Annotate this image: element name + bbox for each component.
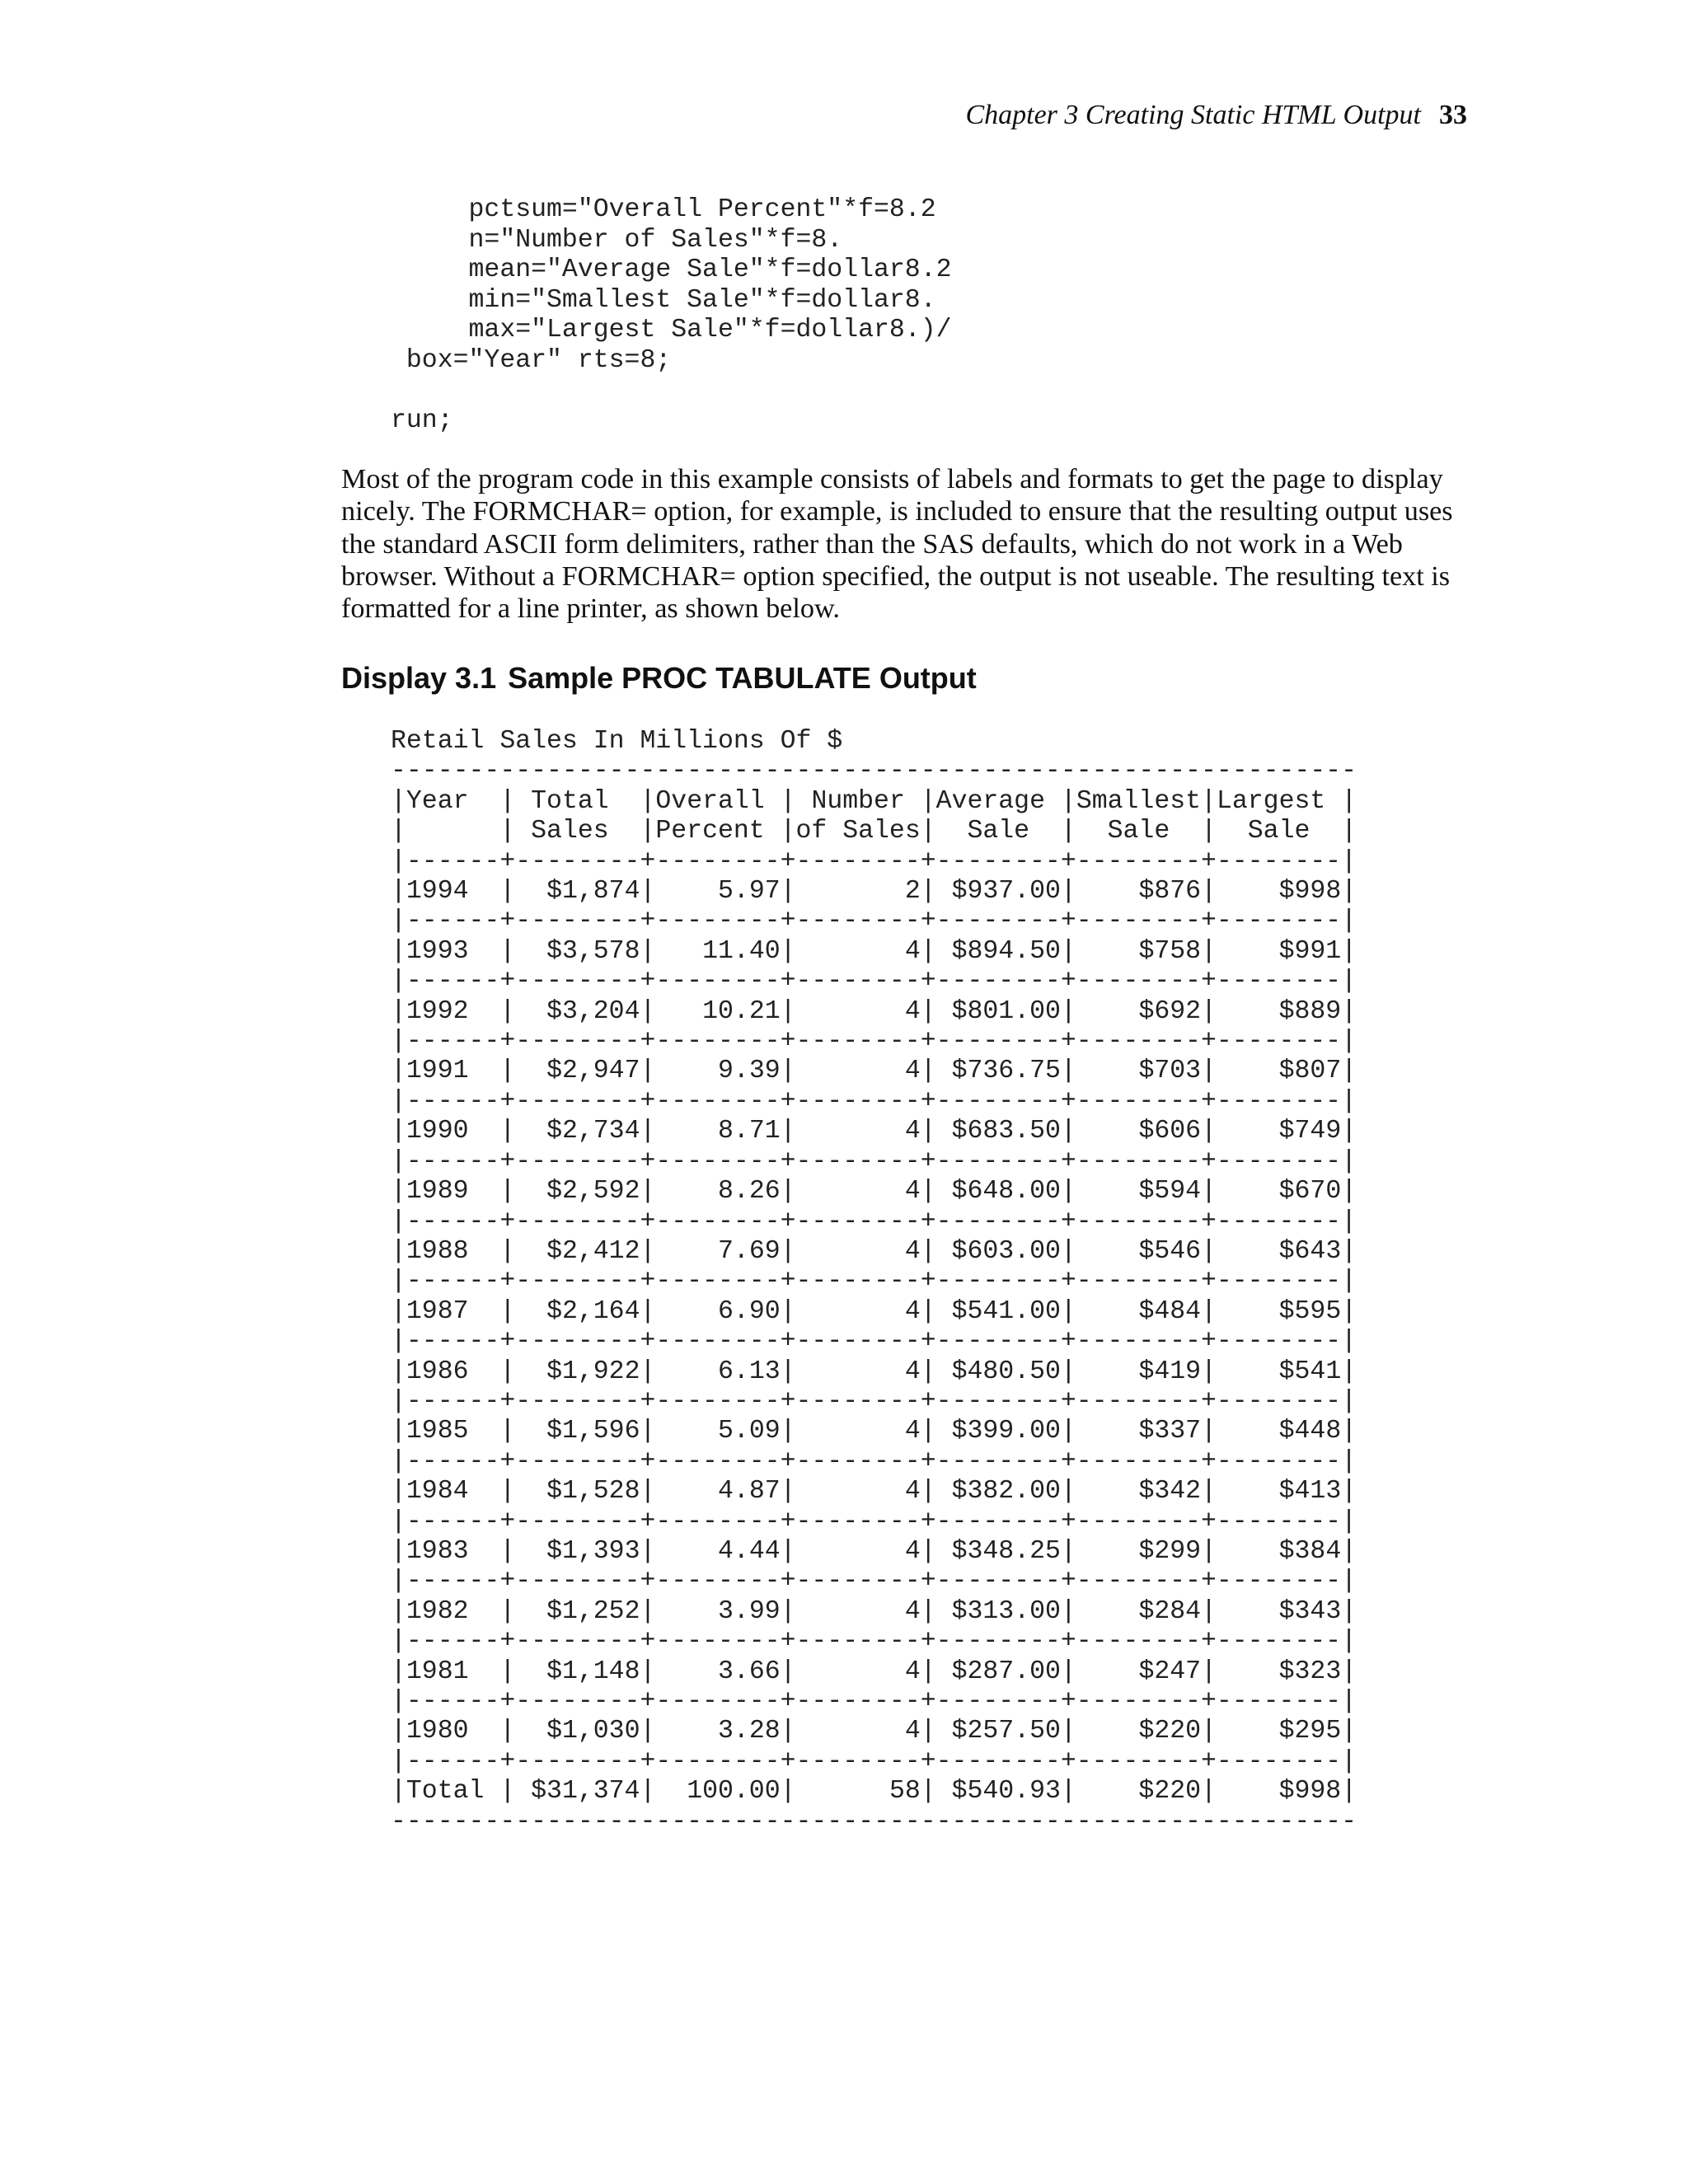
table-cell: 4 bbox=[904, 1417, 921, 1446]
table-cell: 7.69 bbox=[718, 1236, 781, 1266]
column-header: Sale bbox=[1247, 817, 1311, 846]
table-cell: 8.71 bbox=[718, 1117, 781, 1146]
table-cell: $541 bbox=[1278, 1357, 1342, 1386]
column-header: Year bbox=[406, 786, 469, 816]
table-cell: $2,164 bbox=[546, 1296, 640, 1326]
table-cell: $1,528 bbox=[546, 1477, 640, 1507]
row-year: 1993 bbox=[406, 936, 469, 966]
column-header: Average bbox=[935, 786, 1045, 816]
table-cell: $648.00 bbox=[951, 1177, 1061, 1207]
table-cell: $603.00 bbox=[951, 1236, 1061, 1266]
column-header: Overall bbox=[655, 786, 765, 816]
column-header: Sales bbox=[531, 817, 609, 846]
table-cell: 2 bbox=[904, 877, 921, 907]
table-cell: 4 bbox=[904, 1296, 921, 1326]
table-cell: $736.75 bbox=[951, 1057, 1061, 1086]
table-cell: $295 bbox=[1278, 1717, 1342, 1746]
table-cell: $220 bbox=[1138, 1777, 1202, 1807]
table-bottom-rule: -------------------------------------------------------------- bbox=[391, 1807, 1357, 1836]
table-cell: $2,947 bbox=[546, 1057, 640, 1086]
row-year: 1986 bbox=[406, 1357, 469, 1386]
table-cell: 3.28 bbox=[718, 1717, 781, 1746]
table-cell: $343 bbox=[1278, 1596, 1342, 1626]
table-cell: 4 bbox=[904, 1717, 921, 1746]
table-cell: 11.40 bbox=[702, 936, 781, 966]
table-cell: $594 bbox=[1138, 1177, 1202, 1207]
table-cell: $257.50 bbox=[951, 1717, 1061, 1746]
table-cell: $998 bbox=[1278, 1777, 1342, 1807]
body-paragraph: Most of the program code in this example consists of labels and formats to get the page to display nicely. The FORMCHAR= option, for example, is included to ensure that the resulting output uses the standard ASCII form delimiters, rather than the SAS defaults, which do not work in a Web browser. Without a FORMCHAR= option specified, the output is not useable. The resulting text is formatted for a line printer, as shown below. bbox=[341, 464, 1453, 625]
table-cell: 10.21 bbox=[702, 996, 781, 1026]
table-cell: 4 bbox=[904, 1236, 921, 1266]
table-cell: $703 bbox=[1138, 1057, 1202, 1086]
table-cell: 3.66 bbox=[718, 1657, 781, 1686]
table-cell: 100.00 bbox=[687, 1777, 781, 1807]
table-cell: $894.50 bbox=[951, 936, 1061, 966]
table-cell: 4 bbox=[904, 1057, 921, 1086]
table-cell: $1,030 bbox=[546, 1717, 640, 1746]
row-year: 1981 bbox=[406, 1657, 469, 1686]
table-cell: $2,412 bbox=[546, 1236, 640, 1266]
column-header: Sale bbox=[1107, 817, 1170, 846]
table-cell: 4 bbox=[904, 996, 921, 1026]
table-cell: $889 bbox=[1278, 996, 1342, 1026]
column-header: Total bbox=[531, 786, 609, 816]
table-cell: $348.25 bbox=[951, 1536, 1061, 1566]
table-cell: $643 bbox=[1278, 1236, 1342, 1266]
table-cell: $541.00 bbox=[951, 1296, 1061, 1326]
table-cell: $3,204 bbox=[546, 996, 640, 1026]
code-line: n="Number of Sales"*f=8. bbox=[391, 225, 843, 255]
display-caption bbox=[341, 659, 977, 697]
table-cell: $247 bbox=[1138, 1657, 1202, 1686]
table-cell: $540.93 bbox=[951, 1777, 1061, 1807]
table-cell: 4 bbox=[904, 1477, 921, 1507]
table-cell: 3.99 bbox=[718, 1596, 781, 1626]
table-cell: $991 bbox=[1278, 936, 1342, 966]
display-number: Display 3.1 bbox=[341, 661, 497, 695]
table-cell: $1,148 bbox=[546, 1657, 640, 1686]
table-cell: 4 bbox=[904, 1596, 921, 1626]
table-cell: $807 bbox=[1278, 1057, 1342, 1086]
table-cell: 4 bbox=[904, 1357, 921, 1386]
row-year: 1982 bbox=[406, 1596, 469, 1626]
row-year: 1991 bbox=[406, 1057, 469, 1086]
code-line: max="Largest Sale"*f=dollar8.)/ bbox=[391, 316, 952, 344]
row-year: 1990 bbox=[406, 1117, 469, 1146]
table-cell: 4.44 bbox=[718, 1536, 781, 1566]
table-cell: $2,734 bbox=[546, 1117, 640, 1146]
row-year: 1994 bbox=[406, 877, 469, 907]
table-cell: $3,578 bbox=[546, 936, 640, 966]
table-cell: $313.00 bbox=[951, 1596, 1061, 1626]
table-cell: $419 bbox=[1138, 1357, 1202, 1386]
table-cell: $284 bbox=[1138, 1596, 1202, 1626]
table-cell: $484 bbox=[1138, 1296, 1202, 1326]
table-cell: $1,874 bbox=[546, 877, 640, 907]
table-cell: $31,374 bbox=[531, 1777, 640, 1807]
table-cell: $1,393 bbox=[546, 1536, 640, 1566]
running-head bbox=[965, 96, 1467, 134]
row-year: 1980 bbox=[406, 1717, 469, 1746]
table-cell: $342 bbox=[1138, 1477, 1202, 1507]
row-year: 1992 bbox=[406, 996, 469, 1026]
table-cell: $937.00 bbox=[951, 877, 1061, 907]
table-cell: $692 bbox=[1138, 996, 1202, 1026]
table-cell: 6.90 bbox=[718, 1296, 781, 1326]
table-cell: 6.13 bbox=[718, 1357, 781, 1386]
table-cell: $998 bbox=[1278, 877, 1342, 907]
display-title-text: Sample PROC TABULATE Output bbox=[508, 661, 977, 695]
table-cell: 4 bbox=[904, 1657, 921, 1686]
column-header: Smallest bbox=[1076, 786, 1202, 816]
row-year: 1984 bbox=[406, 1477, 469, 1507]
row-year: 1988 bbox=[406, 1236, 469, 1266]
table-cell: $448 bbox=[1278, 1417, 1342, 1446]
table-cell: 9.39 bbox=[718, 1057, 781, 1086]
table-cell: $413 bbox=[1278, 1477, 1342, 1507]
table-cell: $399.00 bbox=[951, 1417, 1061, 1446]
table-cell: $606 bbox=[1138, 1117, 1202, 1146]
chapter-title: Chapter 3 Creating Static HTML Output bbox=[965, 100, 1421, 130]
table-cell: $382.00 bbox=[951, 1477, 1061, 1507]
row-year: 1989 bbox=[406, 1177, 469, 1207]
table-cell: 8.26 bbox=[718, 1177, 781, 1207]
column-header: of Sales bbox=[795, 817, 921, 846]
row-year: 1983 bbox=[406, 1536, 469, 1566]
table-cell: $299 bbox=[1138, 1536, 1202, 1566]
code-line: min="Smallest Sale"*f=dollar8. bbox=[391, 285, 936, 315]
table-cell: $758 bbox=[1138, 936, 1202, 966]
table-cell: 4 bbox=[904, 1177, 921, 1207]
code-line: box="Year" rts=8; bbox=[391, 345, 672, 375]
table-cell: $876 bbox=[1138, 877, 1202, 907]
table-cell: $1,596 bbox=[546, 1417, 640, 1446]
table-cell: $595 bbox=[1278, 1296, 1342, 1326]
table-cell: $323 bbox=[1278, 1657, 1342, 1686]
column-header: Sale bbox=[967, 817, 1030, 846]
table-cell: $384 bbox=[1278, 1536, 1342, 1566]
row-year: 1985 bbox=[406, 1417, 469, 1446]
row-year: 1987 bbox=[406, 1296, 469, 1326]
column-header: Largest bbox=[1216, 786, 1326, 816]
table-cell: $683.50 bbox=[951, 1117, 1061, 1146]
table-cell: 5.09 bbox=[718, 1417, 781, 1446]
code-listing bbox=[391, 195, 952, 436]
code-line: pctsum="Overall Percent"*f=8.2 bbox=[391, 195, 936, 224]
tabulate-output: Retail Sales In Millions Of $ -------------------------------------------------------------- |Year | Total |Overall | Number |Average |Smallest|Largest | | | Sales |Percent |of Sales| Sale | Sale | Sale | |------+--------+--------+--------+--------+--------+--------| |1994 | $1,874| 5.97| 2| $937.00| $876| $998| |------+--------+--------+--------+--------+--------+--------| |1993 | $3,578| 11.40| 4| $894.50| $758| $991| |------+--------+--------+--------+--------+--------+--------| |1992 | $3,204| 10.21| 4| $801.00| $692| $889| |------+--------+--------+--------+--------+--------+--------| |1991 | $2,947| 9.39| 4| $736.75| $703| $807| |------+--------+--------+--------+--------+--------+--------| |1990 | $2,734| 8.71| 4| $683.50| $606| $749| |------+--------+--------+--------+--------+--------+--------| |1989 | $2,592| 8.26| 4| $648.00| $594| $670| |------+--------+--------+--------+--------+--------+--------| |1988 | $2,412| 7.69| 4| $603.00| $546| $643| |------+--------+--------+--------+--------+--------+--------| |1987 | $2,164| 6.90| 4| $541.00| $484| $595| |------+--------+--------+--------+--------+--------+--------| |1986 | $1,922| 6.13| 4| $480.50| $419| $541| |------+--------+--------+--------+--------+--------+--------| |1985 | $1,596| 5.09| 4| $399.00| $337| $448| |------+--------+--------+--------+--------+--------+--------| |1984 | $1,528| 4.87| 4| $382.00| $342| $413| |------+--------+--------+--------+--------+--------+--------| |1983 | $1,393| 4.44| 4| $348.25| $299| $384| |------+--------+--------+--------+--------+--------+--------| |1982 | $1,252| 3.99| 4| $313.00| $284| $343| |------+--------+--------+--------+--------+--------+--------| |1981 | $1,148| 3.66| 4| $287.00| $247| $323| |------+--------+--------+--------+--------+--------+--------| |1980 | $1,030| 3.28| 4| $257.50| $220| $295| |------+--------+--------+--------+--------+--------+--------| |Total | $31,374| 100.00| 58| $540.93| $220| $998| -------------------------------------------------------------- bbox=[391, 727, 1357, 1836]
table-cell: $749 bbox=[1278, 1117, 1342, 1146]
table-cell: 58 bbox=[889, 1777, 921, 1807]
table-cell: $287.00 bbox=[951, 1657, 1061, 1686]
table-cell: 4 bbox=[904, 1117, 921, 1146]
page-number: 33 bbox=[1439, 100, 1467, 130]
row-year: Total bbox=[406, 1777, 485, 1807]
table-cell: $546 bbox=[1138, 1236, 1202, 1266]
code-line: run; bbox=[391, 405, 453, 435]
code-line: mean="Average Sale"*f=dollar8.2 bbox=[391, 255, 952, 284]
column-header: Number bbox=[811, 786, 905, 816]
table-cell: $220 bbox=[1138, 1717, 1202, 1746]
table-cell: $670 bbox=[1278, 1177, 1342, 1207]
table-cell: $2,592 bbox=[546, 1177, 640, 1207]
table-cell: $1,252 bbox=[546, 1596, 640, 1626]
column-header: Percent bbox=[655, 817, 765, 846]
table-cell: $480.50 bbox=[951, 1357, 1061, 1386]
table-cell: 4 bbox=[904, 936, 921, 966]
table-cell: $1,922 bbox=[546, 1357, 640, 1386]
table-cell: $801.00 bbox=[951, 996, 1061, 1026]
table-cell: 4 bbox=[904, 1536, 921, 1566]
table-cell: $337 bbox=[1138, 1417, 1202, 1446]
table-cell: 4.87 bbox=[718, 1477, 781, 1507]
table-caption: Retail Sales In Millions Of $ bbox=[391, 727, 843, 756]
table-cell: 5.97 bbox=[718, 877, 781, 907]
